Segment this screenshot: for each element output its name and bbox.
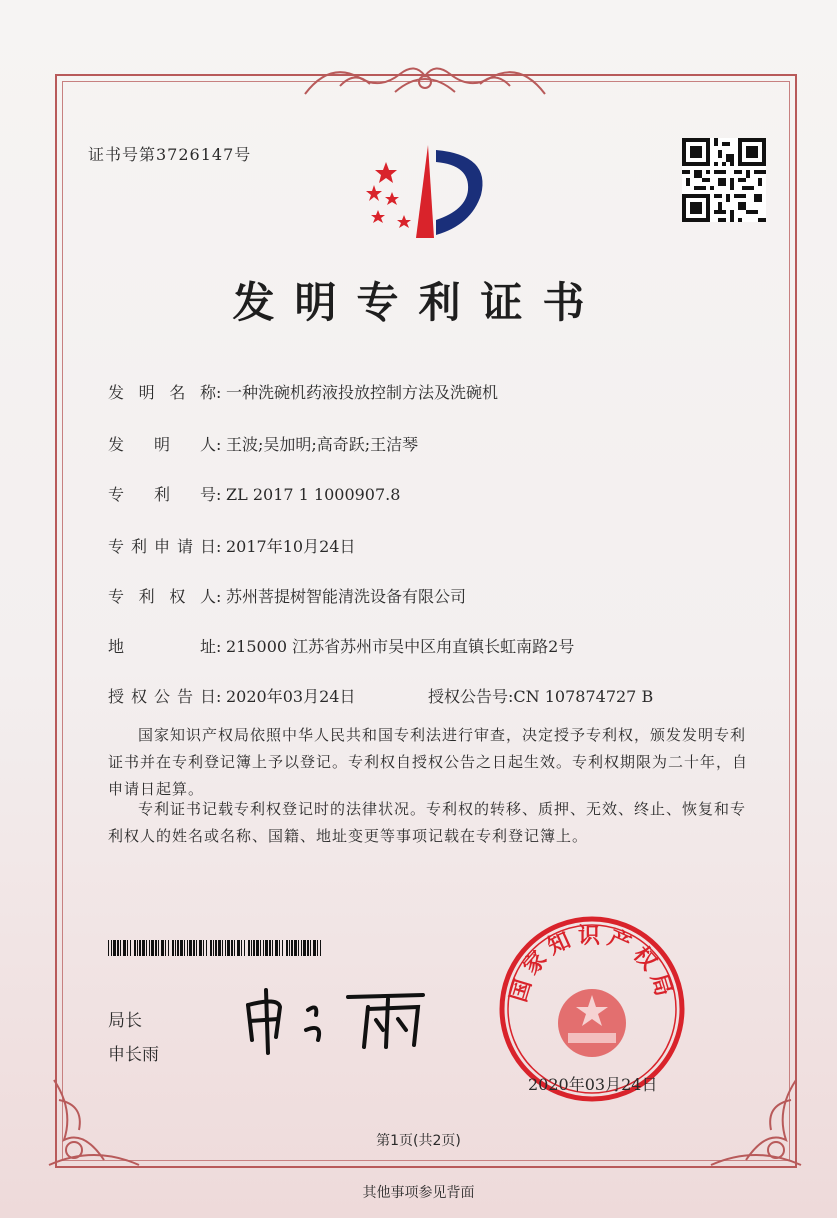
barcode-bar	[175, 940, 176, 956]
barcode-bar	[149, 940, 150, 956]
barcode-bar	[180, 940, 183, 956]
field-label: 发明人	[108, 435, 216, 454]
field-label: 专利申请日	[108, 537, 216, 556]
barcode-bar	[189, 940, 192, 956]
barcode-bar	[251, 940, 252, 956]
field-label: 地址	[108, 637, 216, 656]
barcode-bar	[199, 940, 202, 956]
field-grant-no: 授权公告号:CN 107874727 B	[428, 687, 654, 706]
barcode-bar	[215, 940, 217, 956]
field-value: CN 107874727 B	[513, 687, 654, 706]
field-value: 215000 江苏省苏州市吴中区甪直镇长虹南路2号	[226, 637, 575, 656]
barcode-bar	[225, 940, 226, 956]
patent-office-logo	[356, 140, 496, 240]
barcode-bar	[134, 940, 136, 956]
field-label: 授权公告号	[428, 687, 509, 706]
field-address: 地址: 215000 江苏省苏州市吴中区甪直镇长虹南路2号	[108, 634, 574, 657]
barcode-bar	[237, 940, 240, 956]
barcode-bar	[151, 940, 154, 956]
paragraph-text: 国家知识产权局依照中华人民共和国专利法进行审查，决定授予专利权，颁发发明专利证书并在专利登记簿上予以登记。专利权自授权公告之日起生效。专利权期限为二十年，自申请日起算。	[108, 726, 749, 798]
barcode-bar	[193, 940, 195, 956]
barcode-bar	[161, 940, 164, 956]
barcode-bar	[130, 940, 131, 956]
barcode-bar	[263, 940, 264, 956]
barcode-bar	[184, 940, 185, 956]
barcode-bar	[142, 940, 145, 956]
seal-text: 国家知识产权局	[506, 923, 678, 1005]
barcode-bar	[289, 940, 290, 956]
body-paragraph-2	[108, 796, 748, 850]
barcode-bar	[269, 940, 271, 956]
barcode-bar	[244, 940, 245, 956]
barcode-bar	[275, 940, 278, 956]
barcode-bar	[196, 940, 197, 956]
barcode-bar	[155, 940, 157, 956]
barcode-bar	[279, 940, 280, 956]
barcode-bar	[137, 940, 138, 956]
barcode	[108, 940, 326, 956]
director-name: 申长雨	[108, 1045, 159, 1065]
field-invention-name: 发明名称: 一种洗碗机药液投放控制方法及洗碗机	[108, 380, 498, 403]
field-value: ZL 2017 1 1000907.8	[226, 485, 401, 504]
qr-code	[682, 138, 766, 222]
barcode-bar	[291, 940, 293, 956]
barcode-bar	[307, 940, 309, 956]
field-value: 2017年10月24日	[226, 537, 356, 556]
barcode-bar	[172, 940, 174, 956]
certificate-number: 证书号第3726147号	[88, 145, 252, 164]
barcode-bar	[168, 940, 169, 956]
barcode-bar	[123, 940, 126, 956]
barcode-bar	[187, 940, 188, 956]
seal-date: 2020年03月24日	[528, 1075, 658, 1094]
barcode-bar	[177, 940, 179, 956]
barcode-bar	[213, 940, 214, 956]
barcode-bar	[206, 940, 207, 956]
barcode-bar	[222, 940, 223, 956]
barcode-bar	[234, 940, 235, 956]
field-label: 专利权人	[108, 587, 216, 606]
top-ornament	[300, 56, 550, 100]
barcode-bar	[317, 940, 318, 956]
barcode-bar	[253, 940, 255, 956]
barcode-bar	[294, 940, 297, 956]
barcode-bar	[231, 940, 233, 956]
footnote: 其他事项参见背面	[362, 1185, 475, 1201]
paragraph-text: 专利证书记载专利权登记时的法律状况。专利权的转移、质押、无效、终止、恢复和专利权人的姓名或名称、国籍、地址变更等事项记载在专利登记簿上。	[108, 800, 747, 845]
barcode-bar	[260, 940, 261, 956]
bottom-right-ornament	[706, 1070, 806, 1170]
barcode-bar	[282, 940, 283, 956]
barcode-bar	[241, 940, 242, 956]
field-value: 苏州菩提树智能清洗设备有限公司	[226, 587, 467, 606]
barcode-bar	[256, 940, 259, 956]
body-paragraph-1	[108, 722, 748, 803]
field-patent-no: 专利号: ZL 2017 1 1000907.8	[108, 482, 400, 505]
barcode-bar	[248, 940, 250, 956]
director-signature	[238, 985, 438, 1055]
barcode-bar	[310, 940, 311, 956]
field-patentee: 专利权人: 苏州菩提树智能清洗设备有限公司	[108, 584, 466, 607]
barcode-bar	[165, 940, 166, 956]
barcode-bar	[265, 940, 268, 956]
barcode-bar	[120, 940, 121, 956]
barcode-bar	[139, 940, 141, 956]
barcode-bar	[127, 940, 128, 956]
field-value: 一种洗碗机药液投放控制方法及洗碗机	[226, 383, 499, 402]
bottom-left-ornament	[44, 1070, 144, 1170]
field-grant-date: 授权公告日: 2020年03月24日	[108, 684, 355, 707]
director-title: 局长	[108, 1011, 142, 1031]
field-label: 发明名称	[108, 383, 216, 402]
barcode-bar	[301, 940, 302, 956]
barcode-bar	[111, 940, 112, 956]
barcode-bar	[298, 940, 299, 956]
field-value: 2020年03月24日	[226, 687, 356, 706]
field-inventors: 发明人: 王波;吴加明;高奇跃;王洁琴	[108, 432, 418, 455]
barcode-bar	[218, 940, 221, 956]
field-label: 专利号	[108, 485, 216, 504]
barcode-bar	[303, 940, 306, 956]
barcode-bar	[272, 940, 273, 956]
barcode-bar	[210, 940, 212, 956]
barcode-bar	[320, 940, 321, 956]
barcode-bar	[158, 940, 159, 956]
page-indicator: 第1页(共2页)	[376, 1133, 461, 1149]
barcode-bar	[203, 940, 204, 956]
field-label: 授权公告日	[108, 687, 216, 706]
barcode-bar	[146, 940, 147, 956]
barcode-bar	[286, 940, 288, 956]
barcode-bar	[113, 940, 116, 956]
barcode-bar	[117, 940, 119, 956]
barcode-bar	[313, 940, 316, 956]
field-filing-date: 专利申请日: 2017年10月24日	[108, 534, 355, 557]
field-value: 王波;吴加明;高奇跃;王洁琴	[226, 435, 419, 454]
barcode-bar	[227, 940, 230, 956]
barcode-bar	[108, 940, 109, 956]
page-title: 发明专利证书	[232, 278, 605, 327]
